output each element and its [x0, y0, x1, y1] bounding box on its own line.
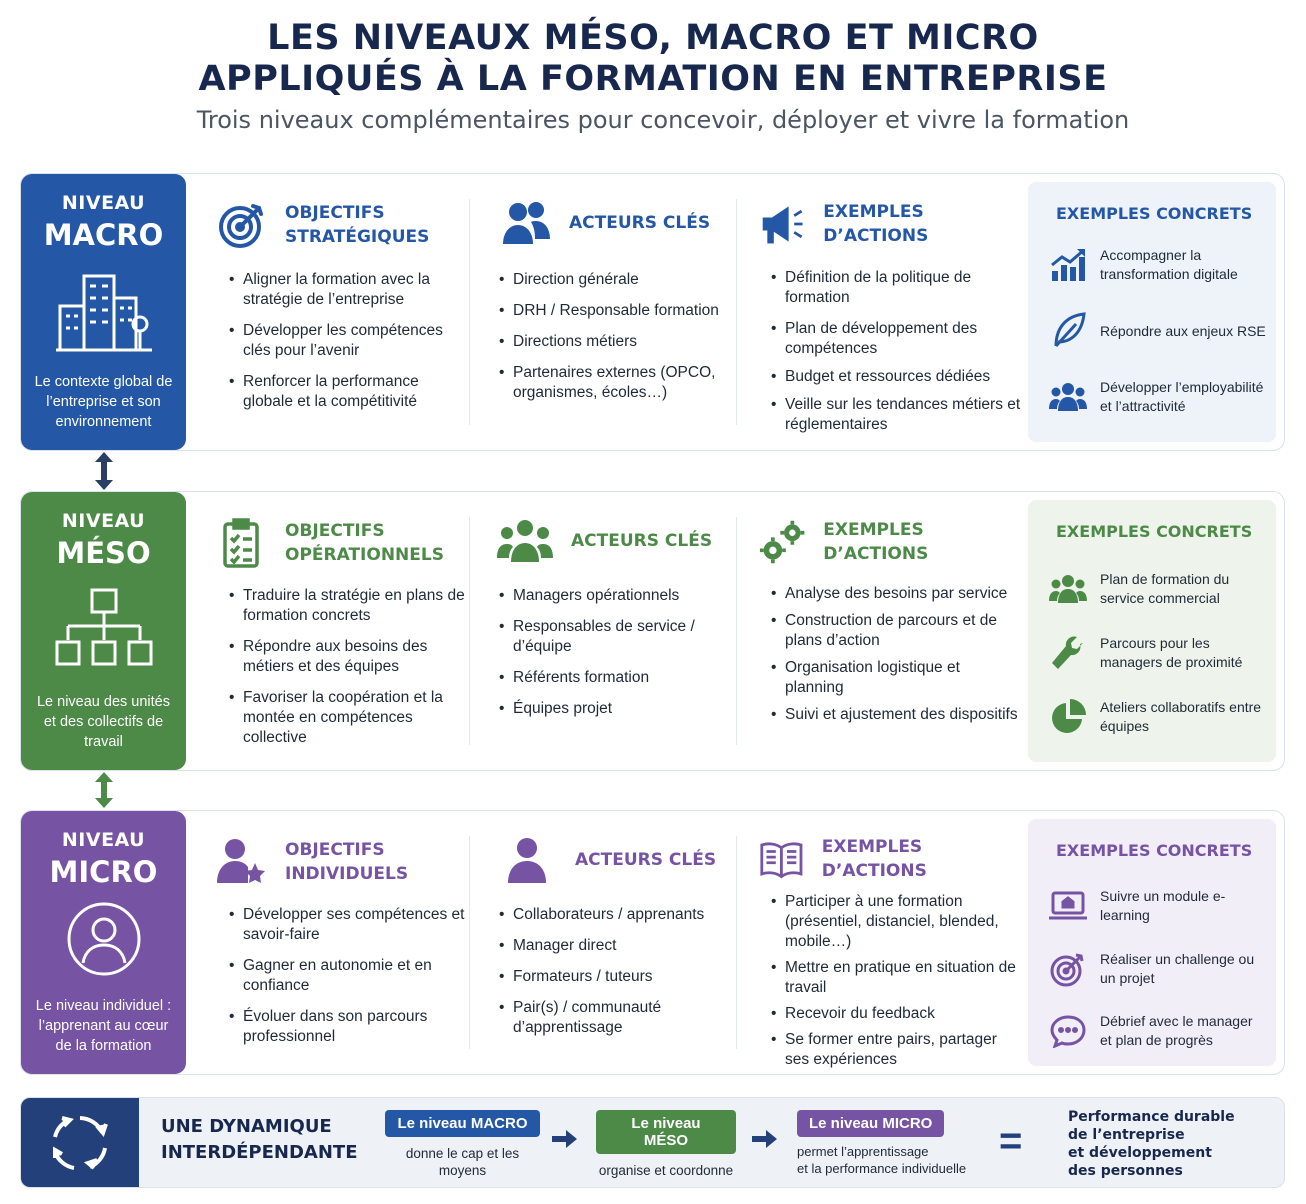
macro-pill: Le niveau MACRO	[385, 1110, 539, 1137]
macro-actor-item: • Direction générale	[499, 270, 729, 290]
macro-row	[20, 173, 1285, 451]
meso-row	[20, 491, 1285, 771]
micro-action-item: • Participer à une formation (présentiel, distanciel, blended, mobile…)	[771, 892, 1021, 952]
macro-example-item	[1048, 246, 1268, 284]
flow-meso	[596, 1110, 736, 1179]
flow-micro	[797, 1110, 967, 1177]
micro-example-item	[1048, 1012, 1268, 1050]
micro-example-text: Suivre un module e-learning	[1100, 888, 1226, 923]
meso-badge	[21, 492, 186, 770]
macro-examples-title: EXEMPLES CONCRETS	[1056, 204, 1253, 223]
micro-action-item: • Mettre en pratique en situation de travail	[771, 958, 1021, 998]
macro-examples	[1028, 182, 1276, 442]
person-circle-icon	[66, 901, 142, 977]
org-chart-icon	[54, 588, 154, 670]
divider	[736, 517, 737, 745]
micro-examples-title: EXEMPLES CONCRETS	[1056, 841, 1253, 860]
micro-example-item	[1048, 887, 1268, 925]
macro-example-text: Accompagner la transformation digitale	[1100, 247, 1238, 282]
target-icon	[1050, 951, 1086, 987]
micro-description: Le niveau individuel : l’apprenant au cœur de la formation	[35, 998, 172, 1054]
divider	[469, 517, 470, 745]
micro-actions-title: EXEMPLES D’ACTIONS	[821, 837, 927, 881]
micro-actors-title: ACTEURS CLÉS	[575, 850, 717, 870]
laptop-icon	[1048, 890, 1088, 922]
micro-objective-item: • Développer ses compétences et savoir-faire	[229, 905, 469, 945]
micro-actions	[759, 811, 1019, 1074]
meso-level-label: NIVEAU	[61, 510, 146, 532]
clipboard-checklist-icon	[217, 518, 267, 568]
result-line: des personnes	[1068, 1163, 1183, 1179]
vertical-double-arrow-icon	[93, 452, 115, 490]
meso-example-item	[1048, 634, 1268, 672]
meso-action-item: • Construction de parcours et de plans d’action	[771, 611, 1021, 651]
macro-objective-item: • Développer les compétences clés pour l’avenir	[229, 321, 469, 361]
divider	[469, 836, 470, 1049]
performance-result	[1068, 1108, 1235, 1180]
micro-objective-item: • Évoluer dans son parcours professionnel	[229, 1007, 469, 1047]
macro-actors	[487, 174, 737, 450]
people-icon	[501, 200, 551, 246]
person-icon	[507, 837, 547, 883]
arrow-right-icon	[552, 1128, 578, 1150]
meso-objective-item: • Traduire la stratégie en plans de formation concrets	[229, 586, 469, 626]
macro-actions-title: EXEMPLES D’ACTIONS	[823, 202, 929, 246]
arrow-right-icon	[752, 1128, 778, 1150]
cycle-arrows-icon	[49, 1112, 111, 1174]
micro-flow-text-2: et la performance individuelle	[797, 1161, 967, 1176]
macro-actor-item: • DRH / Responsable formation	[499, 301, 729, 321]
meso-objectives	[217, 492, 467, 770]
pie-chart-icon	[1050, 699, 1086, 735]
micro-badge	[21, 811, 186, 1074]
meso-pill: Le niveau MÉSO	[596, 1110, 736, 1154]
person-star-icon	[217, 837, 267, 887]
meso-example-text: Plan de formation du service commercial	[1100, 571, 1230, 606]
meso-example-text: Parcours pour les managers de proximité	[1100, 635, 1243, 670]
micro-level-name: MICRO	[49, 855, 158, 889]
meso-actions-title: EXEMPLES D’ACTIONS	[823, 520, 929, 564]
flow-macro	[381, 1110, 544, 1179]
micro-actor-item: • Formateurs / tuteurs	[499, 967, 729, 987]
macro-objectives-title-2: STRATÉGIQUES	[285, 227, 430, 247]
meso-flow-text: organise et coordonne	[598, 1163, 734, 1178]
result-line: de l’entreprise	[1068, 1127, 1185, 1143]
result-line: Performance durable	[1068, 1109, 1235, 1125]
meso-actor-item: • Responsables de service / d’équipe	[499, 617, 729, 657]
meso-objective-item: • Favoriser la coopération et la montée en compétences collective	[229, 688, 469, 748]
micro-actors	[487, 811, 737, 1074]
micro-objective-item: • Gagner en autonomie et en confiance	[229, 956, 469, 996]
macro-action-item: • Plan de développement des compétences	[771, 319, 1021, 359]
micro-objectives-title-2: INDIVIDUELS	[285, 864, 409, 884]
macro-flow-text: donne le cap et les moyens	[405, 1146, 520, 1178]
macro-actor-item: • Partenaires externes (OPCO, organismes, écoles…)	[499, 363, 729, 403]
micro-actor-item: • Collaborateurs / apprenants	[499, 905, 729, 925]
meso-action-item: • Suivi et ajustement des dispositifs	[771, 705, 1021, 725]
micro-action-item: • Se former entre pairs, partager ses expériences	[771, 1030, 1021, 1070]
megaphone-icon	[759, 201, 805, 247]
people-group-icon	[1049, 381, 1087, 413]
divider	[736, 836, 737, 1049]
macro-badge	[21, 174, 186, 450]
micro-actor-item: • Manager direct	[499, 936, 729, 956]
result-line: et développement	[1068, 1145, 1212, 1161]
cycle-panel	[21, 1098, 139, 1187]
meso-actor-item: • Référents formation	[499, 668, 729, 688]
page-title	[0, 18, 1306, 100]
macro-example-text: Répondre aux enjeux RSE	[1100, 322, 1266, 339]
micro-example-item	[1048, 950, 1268, 988]
divider	[736, 199, 737, 425]
macro-objectives	[217, 174, 467, 450]
macro-level-name: MACRO	[43, 218, 164, 252]
macro-actions	[759, 174, 1019, 450]
micro-example-text: Débrief avec le manager et plan de progrès	[1100, 1013, 1253, 1048]
macro-description: Le contexte global de l’entreprise et son environnement	[34, 374, 173, 430]
macro-objective-item: • Renforcer la performance globale et la compétitivité	[229, 372, 469, 412]
meso-examples	[1028, 500, 1276, 762]
dynamic-title	[161, 1114, 358, 1166]
micro-row	[20, 810, 1285, 1075]
dynamic-title-2: INTERDÉPENDANTE	[161, 1142, 358, 1163]
meso-objective-item: • Répondre aux besoins des métiers et des équipes	[229, 637, 469, 677]
micro-pill: Le niveau MICRO	[797, 1110, 944, 1137]
micro-objectives	[217, 811, 467, 1074]
micro-action-item: • Recevoir du feedback	[771, 1004, 1021, 1024]
page-title-line-1: LES NIVEAUX MÉSO, MACRO ET MICRO	[267, 18, 1039, 58]
micro-flow-text-1: permet l’apprentissage	[797, 1144, 929, 1159]
vertical-double-arrow-icon	[93, 772, 115, 808]
growth-chart-icon	[1050, 247, 1086, 283]
micro-example-text: Réaliser un challenge ou un projet	[1100, 951, 1255, 986]
gears-icon	[759, 518, 805, 566]
meso-actors	[487, 492, 737, 770]
leaf-icon	[1050, 312, 1086, 350]
macro-objectives-title-1: OBJECTIFS	[285, 203, 385, 223]
macro-objective-item: • Aligner la formation avec la stratégie de l’entreprise	[229, 270, 469, 310]
wrench-icon	[1050, 635, 1086, 671]
macro-action-item: • Veille sur les tendances métiers et réglementaires	[771, 395, 1021, 435]
target-icon	[217, 200, 267, 250]
micro-actor-item: • Pair(s) / communauté d’apprentissage	[499, 998, 729, 1038]
buildings-icon	[54, 270, 154, 354]
page-subtitle: Trois niveaux complémentaires pour concevoir, déployer et vivre la formation	[196, 106, 1130, 134]
macro-example-item	[1048, 312, 1268, 350]
macro-action-item: • Définition de la politique de formation	[771, 268, 1021, 308]
macro-example-item	[1048, 378, 1268, 416]
meso-example-text: Ateliers collaboratifs entre équipes	[1100, 699, 1262, 734]
meso-level-name: MÉSO	[56, 536, 151, 570]
dynamic-bar	[20, 1097, 1285, 1188]
open-book-icon	[759, 839, 804, 879]
team-icon	[497, 518, 553, 564]
macro-level-label: NIVEAU	[61, 192, 146, 214]
equals-sign: =	[999, 1119, 1023, 1163]
meso-actor-item: • Managers opérationnels	[499, 586, 729, 606]
meso-examples-title: EXEMPLES CONCRETS	[1056, 522, 1253, 541]
macro-example-text: Développer l’employabilité et l’attractivité	[1100, 379, 1264, 414]
dynamic-title-1: UNE DYNAMIQUE	[161, 1116, 332, 1137]
meso-actions	[759, 492, 1019, 770]
meso-actor-item: • Équipes projet	[499, 699, 729, 719]
meso-example-item	[1048, 698, 1268, 736]
meso-action-item: • Analyse des besoins par service	[771, 584, 1021, 604]
meso-actors-title: ACTEURS CLÉS	[571, 531, 713, 551]
macro-actor-item: • Directions métiers	[499, 332, 729, 352]
macro-actors-title: ACTEURS CLÉS	[569, 213, 711, 233]
macro-action-item: • Budget et ressources dédiées	[771, 367, 1021, 387]
meso-objectives-title-1: OBJECTIFS	[285, 521, 385, 541]
page-title-line-2: APPLIQUÉS À LA FORMATION EN ENTREPRISE	[198, 59, 1108, 99]
micro-level-label: NIVEAU	[61, 829, 146, 851]
divider	[469, 199, 470, 425]
meso-objectives-title-2: OPÉRATIONNELS	[285, 545, 444, 565]
micro-objectives-title-1: OBJECTIFS	[285, 840, 385, 860]
team-icon	[1049, 573, 1087, 605]
meso-action-item: • Organisation logistique et planning	[771, 658, 1021, 698]
meso-example-item	[1048, 570, 1268, 608]
meso-description: Le niveau des unités et des collectifs de travail	[36, 694, 170, 750]
micro-examples	[1028, 819, 1276, 1066]
chat-bubble-icon	[1050, 1014, 1086, 1048]
